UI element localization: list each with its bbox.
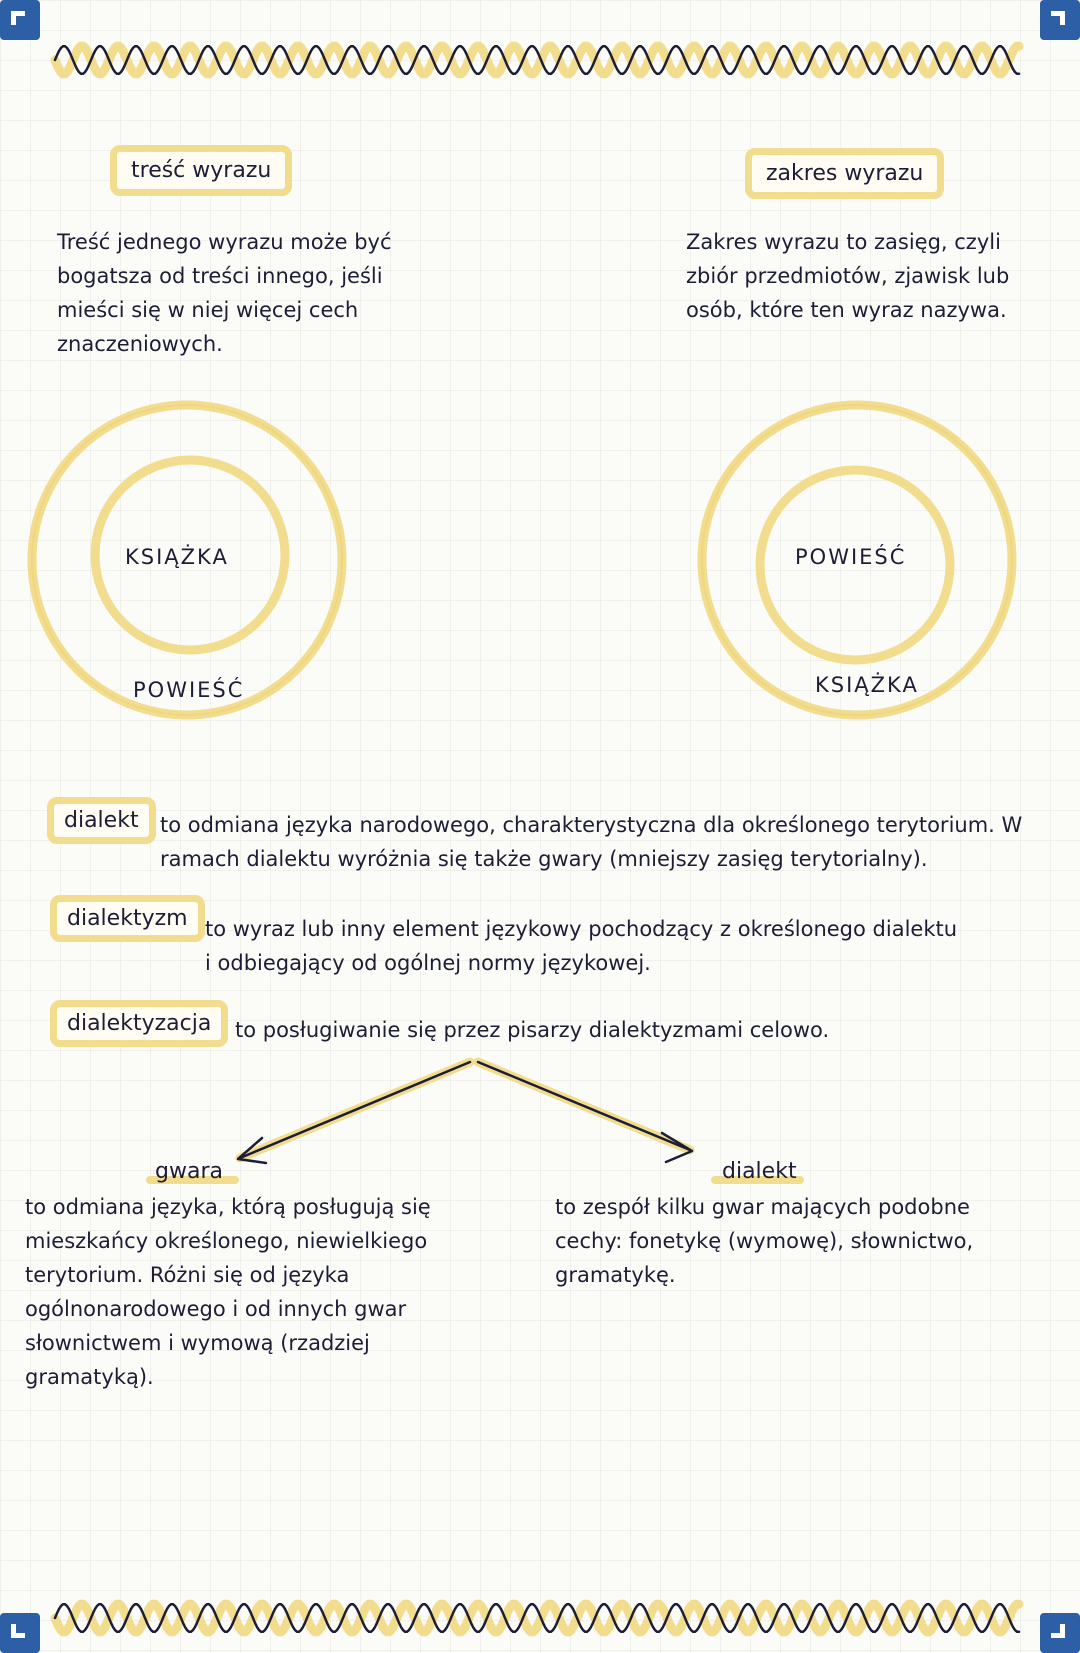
- term-dialektyzacja: dialektyzacja: [50, 1000, 228, 1047]
- definition-dialektyzacja: to posługiwanie się przez pisarzy dialektyzmami celowo.: [235, 1018, 830, 1042]
- arrow-to-gwara: [240, 1062, 470, 1158]
- content-outer-label: POWIEŚĆ: [133, 678, 245, 702]
- branch-gwara-title: gwara: [155, 1159, 223, 1184]
- content-heading: treść wyrazu: [110, 145, 292, 196]
- definition-dialekt: to odmiana języka narodowego, charakterystyczna dla określonego terytorium. W ramach dialektu wyróżnia się także gwary (mniejszy zasięg terytorialny).: [160, 813, 1023, 871]
- scope-outer-label: KSIĄŻKA: [815, 673, 919, 697]
- branch-dialekt-text: to zespół kilku gwar mających podobne cechy: fonetykę (wymowę), słownictwo, gramatykę.: [555, 1195, 974, 1287]
- scope-heading: zakres wyrazu: [745, 148, 944, 199]
- content-inner-label: KSIĄŻKA: [125, 545, 229, 569]
- content-description: Treść jednego wyrazu może być bogatsza od treści innego, jeśli mieści się w niej więcej cech znaczeniowych.: [57, 230, 392, 356]
- branch-gwara-text: to odmiana języka, którą posługują się mieszkańcy określonego, niewielkiego terytorium. Różni się od języka ogólnonarodowego i od innych gwar słownictwem i wymową (rzadziej gramatyką).: [25, 1195, 431, 1389]
- branch-dialekt-title: dialekt: [722, 1159, 797, 1184]
- arrow-to-dialekt: [478, 1062, 690, 1150]
- term-dialektyzm: dialektyzm: [50, 895, 205, 942]
- definition-dialektyzm: to wyraz lub inny element językowy pochodzący z określonego dialektu i odbiegający od ogólnej normy językowej.: [205, 917, 958, 975]
- scope-description: Zakres wyrazu to zasięg, czyli zbiór przedmiotów, zjawisk lub osób, które ten wyraz nazywa.: [686, 230, 1010, 322]
- term-dialekt: dialekt: [47, 797, 156, 844]
- scope-inner-label: POWIEŚĆ: [795, 545, 907, 569]
